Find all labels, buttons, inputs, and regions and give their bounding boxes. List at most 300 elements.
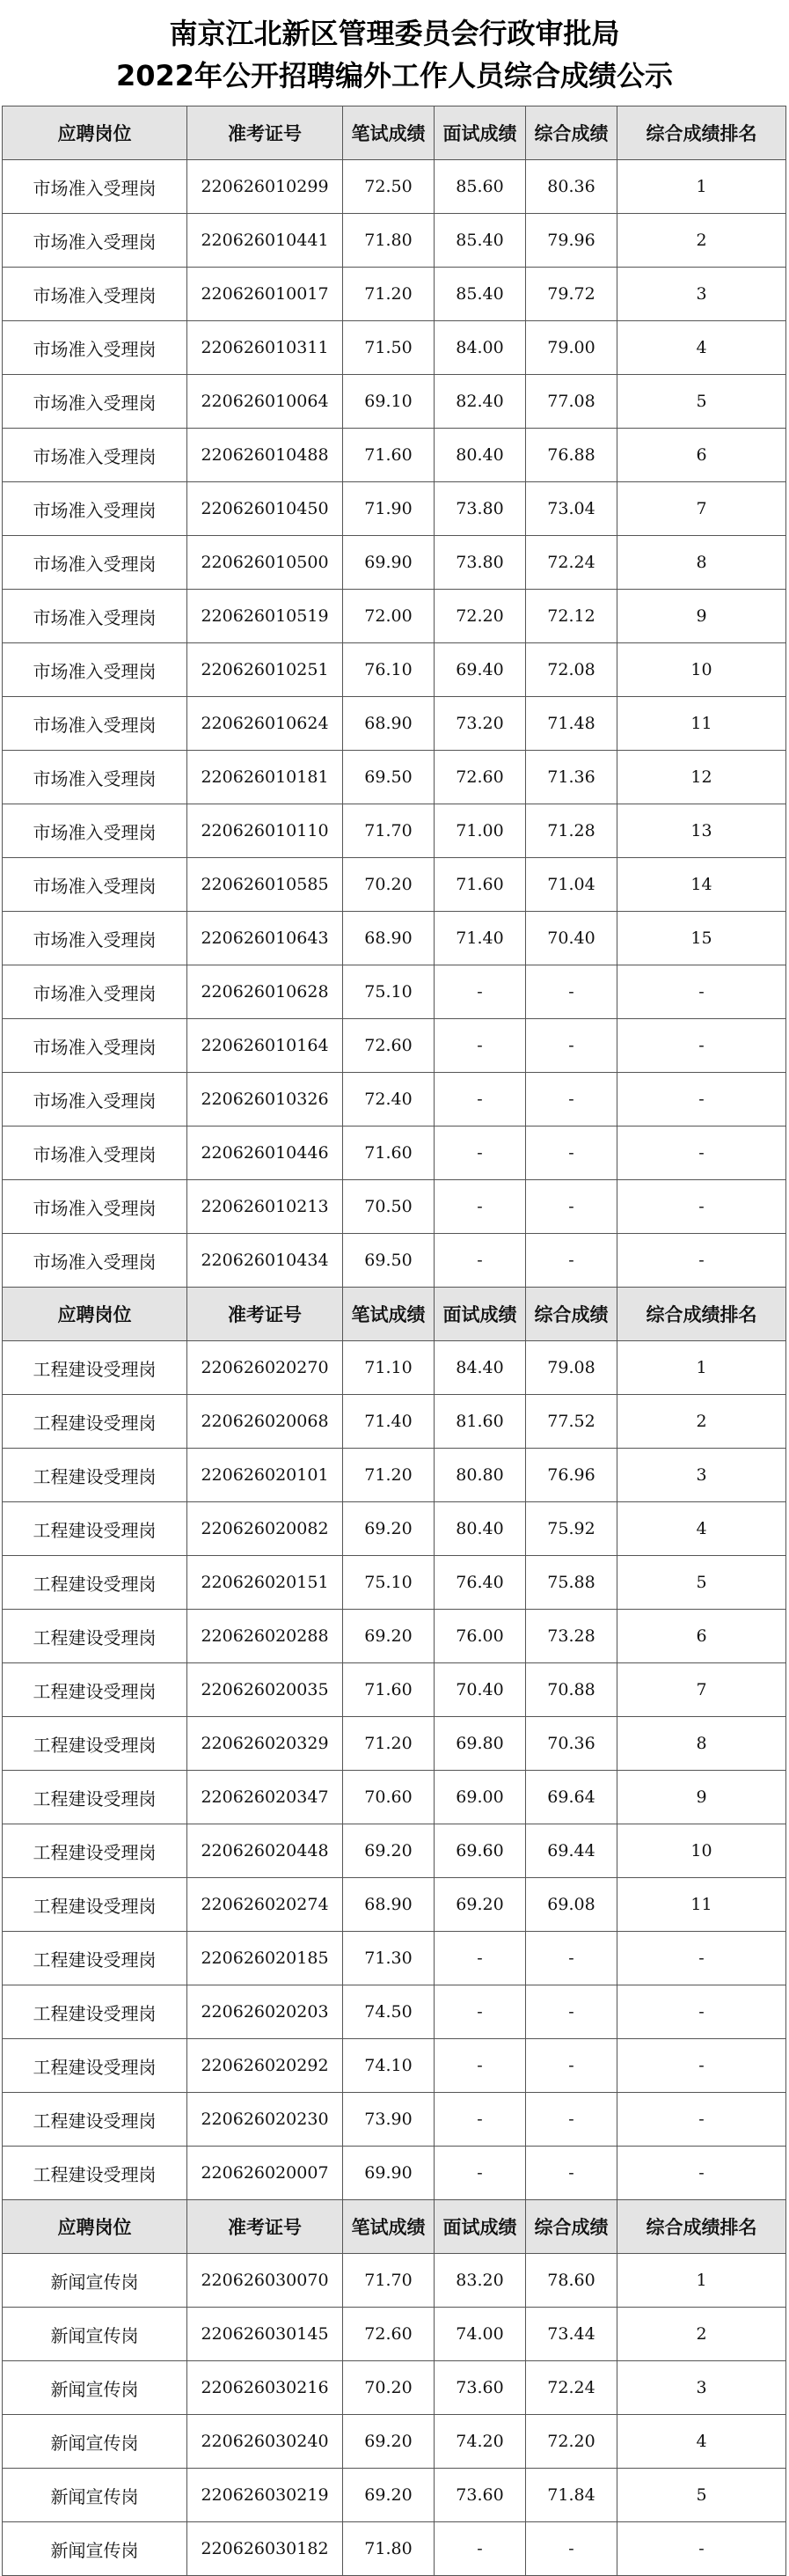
cell-rank: 6 [617,429,786,482]
cell-rank: - [617,1127,786,1180]
cell-rank: 12 [617,751,786,804]
header-exam-id: 准考证号 [187,106,343,160]
cell-written-score: 69.20 [343,2415,435,2469]
cell-total-score: 71.36 [526,751,617,804]
cell-rank: 15 [617,912,786,965]
table-row [3,536,786,590]
cell-written-score: 71.80 [343,214,435,268]
table-row [3,1717,786,1771]
cell-total-score: 69.44 [526,1824,617,1878]
cell-written-score: 72.60 [343,2308,435,2361]
cell-rank: 2 [617,214,786,268]
cell-exam-id: 220626020068 [187,1395,343,1449]
cell-written-score: 70.20 [343,858,435,912]
cell-position: 工程建设受理岗 [3,1824,187,1878]
header-total-score: 综合成绩 [526,106,617,160]
cell-rank: - [617,1180,786,1234]
cell-total-score: 69.64 [526,1771,617,1824]
cell-exam-id: 220626020007 [187,2147,343,2200]
cell-rank: 9 [617,590,786,643]
cell-rank: 14 [617,858,786,912]
table-header-row [3,106,786,160]
table-row [3,2469,786,2522]
cell-rank: 13 [617,804,786,858]
cell-exam-id: 220626020274 [187,1878,343,1932]
table-row [3,1824,786,1878]
cell-position: 市场准入受理岗 [3,429,187,482]
cell-position: 新闻宣传岗 [3,2522,187,2576]
cell-written-score: 76.10 [343,643,435,697]
cell-position: 工程建设受理岗 [3,1771,187,1824]
cell-exam-id: 220626010643 [187,912,343,965]
table-row [3,643,786,697]
cell-rank: 10 [617,643,786,697]
cell-interview-score: - [435,1932,526,1985]
table-row [3,912,786,965]
cell-position: 市场准入受理岗 [3,1180,187,1234]
cell-rank: 3 [617,1449,786,1502]
header-written-score: 笔试成绩 [343,106,435,160]
cell-interview-score: 83.20 [435,2254,526,2308]
cell-total-score: 72.08 [526,643,617,697]
header-interview-score: 面试成绩 [435,1288,526,1341]
cell-exam-id: 220626020101 [187,1449,343,1502]
cell-position: 工程建设受理岗 [3,1341,187,1395]
cell-total-score: - [526,1127,617,1180]
header-position: 应聘岗位 [3,1288,187,1341]
header-exam-id: 准考证号 [187,1288,343,1341]
table-row [3,160,786,214]
cell-total-score: 80.36 [526,160,617,214]
cell-rank: 7 [617,1663,786,1717]
table-row [3,1395,786,1449]
cell-total-score: - [526,1019,617,1073]
cell-written-score: 74.10 [343,2039,435,2093]
cell-written-score: 71.60 [343,1663,435,1717]
cell-exam-id: 220626010446 [187,1127,343,1180]
table-row [3,2415,786,2469]
cell-position: 工程建设受理岗 [3,1610,187,1663]
header-rank: 综合成绩排名 [617,2200,786,2254]
cell-interview-score: 80.80 [435,1449,526,1502]
cell-written-score: 69.20 [343,2469,435,2522]
table-row [3,2522,786,2576]
cell-written-score: 71.90 [343,482,435,536]
table-row [3,751,786,804]
header-total-score: 综合成绩 [526,1288,617,1341]
cell-rank: 10 [617,1824,786,1878]
table-row [3,214,786,268]
cell-exam-id: 220626010628 [187,965,343,1019]
cell-position: 工程建设受理岗 [3,1395,187,1449]
cell-exam-id: 220626010064 [187,375,343,429]
header-interview-score: 面试成绩 [435,106,526,160]
cell-rank: 4 [617,2415,786,2469]
table-row [3,1019,786,1073]
cell-exam-id: 220626010434 [187,1234,343,1288]
table-row [3,1610,786,1663]
cell-total-score: - [526,1985,617,2039]
cell-position: 工程建设受理岗 [3,1449,187,1502]
cell-interview-score: 82.40 [435,375,526,429]
cell-total-score: 73.28 [526,1610,617,1663]
header-total-score: 综合成绩 [526,2200,617,2254]
cell-total-score: 73.04 [526,482,617,536]
cell-rank: 3 [617,2361,786,2415]
cell-position: 新闻宣传岗 [3,2361,187,2415]
cell-exam-id: 220626020185 [187,1932,343,1985]
cell-written-score: 71.20 [343,268,435,321]
cell-interview-score: 69.00 [435,1771,526,1824]
cell-position: 市场准入受理岗 [3,1019,187,1073]
table-row [3,321,786,375]
cell-interview-score: 71.60 [435,858,526,912]
cell-exam-id: 220626010311 [187,321,343,375]
score-table-body [3,106,786,2576]
table-header-row [3,1288,786,1341]
cell-total-score: - [526,2039,617,2093]
cell-interview-score: 72.20 [435,590,526,643]
cell-written-score: 69.50 [343,1234,435,1288]
cell-exam-id: 220626010213 [187,1180,343,1234]
cell-total-score: - [526,1073,617,1127]
cell-position: 市场准入受理岗 [3,1073,187,1127]
cell-total-score: 69.08 [526,1878,617,1932]
header-interview-score: 面试成绩 [435,2200,526,2254]
cell-total-score: 72.24 [526,536,617,590]
cell-written-score: 73.90 [343,2093,435,2147]
cell-exam-id: 220626020082 [187,1502,343,1556]
table-row [3,697,786,751]
cell-written-score: 71.50 [343,321,435,375]
cell-total-score: 77.52 [526,1395,617,1449]
cell-interview-score: 80.40 [435,1502,526,1556]
title-line-2: 2022年公开招聘编外工作人员综合成绩公示 [115,59,674,92]
cell-position: 市场准入受理岗 [3,482,187,536]
table-row [3,2308,786,2361]
cell-exam-id: 220626030070 [187,2254,343,2308]
cell-exam-id: 220626010450 [187,482,343,536]
cell-rank: 4 [617,321,786,375]
cell-rank: 2 [617,1395,786,1449]
cell-rank: 9 [617,1771,786,1824]
cell-position: 市场准入受理岗 [3,697,187,751]
cell-written-score: 71.60 [343,429,435,482]
cell-written-score: 72.60 [343,1019,435,1073]
cell-exam-id: 220626010624 [187,697,343,751]
cell-written-score: 69.20 [343,1502,435,1556]
cell-written-score: 70.60 [343,1771,435,1824]
table-row [3,1073,786,1127]
cell-written-score: 71.30 [343,1932,435,1985]
cell-written-score: 68.90 [343,912,435,965]
cell-exam-id: 220626020329 [187,1717,343,1771]
cell-position: 市场准入受理岗 [3,1127,187,1180]
header-rank: 综合成绩排名 [617,1288,786,1341]
cell-interview-score: 85.40 [435,214,526,268]
table-row [3,2254,786,2308]
cell-written-score: 71.20 [343,1717,435,1771]
cell-position: 新闻宣传岗 [3,2415,187,2469]
cell-rank: 5 [617,1556,786,1610]
cell-exam-id: 220626020448 [187,1824,343,1878]
cell-interview-score: - [435,1234,526,1288]
cell-exam-id: 220626020035 [187,1663,343,1717]
cell-written-score: 70.20 [343,2361,435,2415]
cell-interview-score: 71.00 [435,804,526,858]
table-row [3,965,786,1019]
cell-written-score: 69.90 [343,536,435,590]
cell-rank: 6 [617,1610,786,1663]
cell-position: 市场准入受理岗 [3,965,187,1019]
cell-interview-score: 73.60 [435,2361,526,2415]
cell-rank: - [617,2522,786,2576]
cell-rank: 11 [617,697,786,751]
cell-interview-score: 84.00 [435,321,526,375]
cell-rank: 2 [617,2308,786,2361]
header-rank: 综合成绩排名 [617,106,786,160]
cell-position: 工程建设受理岗 [3,1502,187,1556]
cell-total-score: 75.92 [526,1502,617,1556]
cell-total-score: 79.08 [526,1341,617,1395]
cell-total-score: 71.48 [526,697,617,751]
cell-exam-id: 220626010441 [187,214,343,268]
cell-interview-score: 76.40 [435,1556,526,1610]
cell-total-score: 72.20 [526,2415,617,2469]
cell-position: 市场准入受理岗 [3,321,187,375]
score-table [2,106,786,2576]
table-row [3,1449,786,1502]
cell-position: 工程建设受理岗 [3,1932,187,1985]
cell-exam-id: 220626010251 [187,643,343,697]
cell-interview-score: - [435,1127,526,1180]
table-row [3,1180,786,1234]
title-line-1: 南京江北新区管理委员会行政审批局 [169,17,620,50]
cell-position: 市场准入受理岗 [3,268,187,321]
table-row [3,1771,786,1824]
cell-interview-score: 74.20 [435,2415,526,2469]
cell-interview-score: 85.40 [435,268,526,321]
cell-total-score: - [526,2147,617,2200]
cell-exam-id: 220626020292 [187,2039,343,2093]
cell-interview-score: - [435,1180,526,1234]
cell-interview-score: 73.20 [435,697,526,751]
cell-written-score: 69.50 [343,751,435,804]
cell-interview-score: - [435,1073,526,1127]
cell-exam-id: 220626010181 [187,751,343,804]
cell-total-score: 71.04 [526,858,617,912]
cell-interview-score: 69.40 [435,643,526,697]
cell-exam-id: 220626030182 [187,2522,343,2576]
cell-rank: - [617,1019,786,1073]
cell-written-score: 71.10 [343,1341,435,1395]
cell-written-score: 69.20 [343,1824,435,1878]
cell-interview-score: - [435,2093,526,2147]
cell-exam-id: 220626030219 [187,2469,343,2522]
cell-interview-score: 81.60 [435,1395,526,1449]
cell-written-score: 68.90 [343,697,435,751]
cell-exam-id: 220626030145 [187,2308,343,2361]
cell-position: 市场准入受理岗 [3,375,187,429]
table-row [3,2039,786,2093]
cell-total-score: - [526,1180,617,1234]
cell-total-score: 77.08 [526,375,617,429]
cell-rank: 1 [617,1341,786,1395]
cell-position: 市场准入受理岗 [3,214,187,268]
cell-interview-score: - [435,1019,526,1073]
cell-position: 市场准入受理岗 [3,160,187,214]
cell-written-score: 74.50 [343,1985,435,2039]
cell-total-score: 79.00 [526,321,617,375]
cell-total-score: 71.84 [526,2469,617,2522]
cell-rank: - [617,1073,786,1127]
cell-interview-score: 85.60 [435,160,526,214]
cell-written-score: 71.70 [343,804,435,858]
cell-exam-id: 220626010488 [187,429,343,482]
table-row [3,1234,786,1288]
cell-written-score: 71.60 [343,1127,435,1180]
cell-exam-id: 220626010299 [187,160,343,214]
cell-written-score: 71.80 [343,2522,435,2576]
table-row [3,1556,786,1610]
cell-total-score: 79.72 [526,268,617,321]
cell-position: 市场准入受理岗 [3,643,187,697]
cell-exam-id: 220626010164 [187,1019,343,1073]
cell-total-score: 71.28 [526,804,617,858]
table-row [3,1932,786,1985]
cell-total-score: 76.88 [526,429,617,482]
table-row [3,482,786,536]
cell-total-score: - [526,1234,617,1288]
cell-total-score: 79.96 [526,214,617,268]
cell-rank: - [617,1932,786,1985]
table-row [3,2147,786,2200]
cell-position: 市场准入受理岗 [3,536,187,590]
cell-rank: 7 [617,482,786,536]
cell-exam-id: 220626010500 [187,536,343,590]
cell-interview-score: 72.60 [435,751,526,804]
cell-interview-score: 69.60 [435,1824,526,1878]
table-row [3,375,786,429]
cell-rank: 1 [617,160,786,214]
cell-rank: - [617,2147,786,2200]
cell-rank: 3 [617,268,786,321]
table-row [3,1502,786,1556]
cell-rank: - [617,1985,786,2039]
table-row [3,268,786,321]
cell-written-score: 72.40 [343,1073,435,1127]
cell-rank: - [617,2039,786,2093]
cell-position: 新闻宣传岗 [3,2308,187,2361]
cell-interview-score: - [435,965,526,1019]
cell-written-score: 70.50 [343,1180,435,1234]
table-row [3,1127,786,1180]
cell-rank: 1 [617,2254,786,2308]
cell-exam-id: 220626030216 [187,2361,343,2415]
cell-position: 市场准入受理岗 [3,912,187,965]
header-exam-id: 准考证号 [187,2200,343,2254]
table-row [3,1985,786,2039]
header-written-score: 笔试成绩 [343,2200,435,2254]
cell-position: 市场准入受理岗 [3,858,187,912]
cell-total-score: 70.88 [526,1663,617,1717]
cell-interview-score: 69.20 [435,1878,526,1932]
cell-position: 工程建设受理岗 [3,2039,187,2093]
cell-rank: 8 [617,1717,786,1771]
cell-written-score: 69.90 [343,2147,435,2200]
cell-written-score: 71.40 [343,1395,435,1449]
cell-total-score: 73.44 [526,2308,617,2361]
cell-position: 工程建设受理岗 [3,1663,187,1717]
cell-total-score: 72.24 [526,2361,617,2415]
cell-interview-score: - [435,1985,526,2039]
cell-position: 工程建设受理岗 [3,1878,187,1932]
header-written-score: 笔试成绩 [343,1288,435,1341]
cell-total-score: - [526,2093,617,2147]
cell-rank: - [617,965,786,1019]
cell-rank: - [617,2093,786,2147]
table-row [3,429,786,482]
cell-exam-id: 220626020347 [187,1771,343,1824]
table-row [3,2361,786,2415]
cell-written-score: 71.20 [343,1449,435,1502]
cell-interview-score: 71.40 [435,912,526,965]
cell-position: 市场准入受理岗 [3,590,187,643]
cell-exam-id: 220626010519 [187,590,343,643]
table-row [3,1663,786,1717]
cell-total-score: 72.12 [526,590,617,643]
cell-written-score: 75.10 [343,1556,435,1610]
cell-interview-score: 76.00 [435,1610,526,1663]
cell-written-score: 68.90 [343,1878,435,1932]
cell-exam-id: 220626010017 [187,268,343,321]
cell-position: 市场准入受理岗 [3,1234,187,1288]
cell-written-score: 69.20 [343,1610,435,1663]
cell-interview-score: - [435,2039,526,2093]
cell-rank: - [617,1234,786,1288]
header-position: 应聘岗位 [3,2200,187,2254]
cell-total-score: 75.88 [526,1556,617,1610]
cell-interview-score: 73.80 [435,482,526,536]
table-row [3,1341,786,1395]
cell-interview-score: 73.80 [435,536,526,590]
cell-total-score: 70.36 [526,1717,617,1771]
cell-total-score: 76.96 [526,1449,617,1502]
cell-exam-id: 220626010326 [187,1073,343,1127]
cell-rank: 8 [617,536,786,590]
cell-position: 市场准入受理岗 [3,751,187,804]
table-row [3,804,786,858]
cell-exam-id: 220626020270 [187,1341,343,1395]
cell-exam-id: 220626020230 [187,2093,343,2147]
cell-written-score: 75.10 [343,965,435,1019]
cell-position: 新闻宣传岗 [3,2469,187,2522]
cell-total-score: - [526,1932,617,1985]
cell-interview-score: 80.40 [435,429,526,482]
cell-position: 工程建设受理岗 [3,2093,187,2147]
cell-exam-id: 220626020288 [187,1610,343,1663]
cell-written-score: 72.00 [343,590,435,643]
table-row [3,590,786,643]
cell-position: 工程建设受理岗 [3,1985,187,2039]
cell-exam-id: 220626010110 [187,804,343,858]
cell-position: 新闻宣传岗 [3,2254,187,2308]
cell-interview-score: - [435,2522,526,2576]
cell-interview-score: 73.60 [435,2469,526,2522]
table-row [3,858,786,912]
cell-exam-id: 220626030240 [187,2415,343,2469]
table-header-row [3,2200,786,2254]
